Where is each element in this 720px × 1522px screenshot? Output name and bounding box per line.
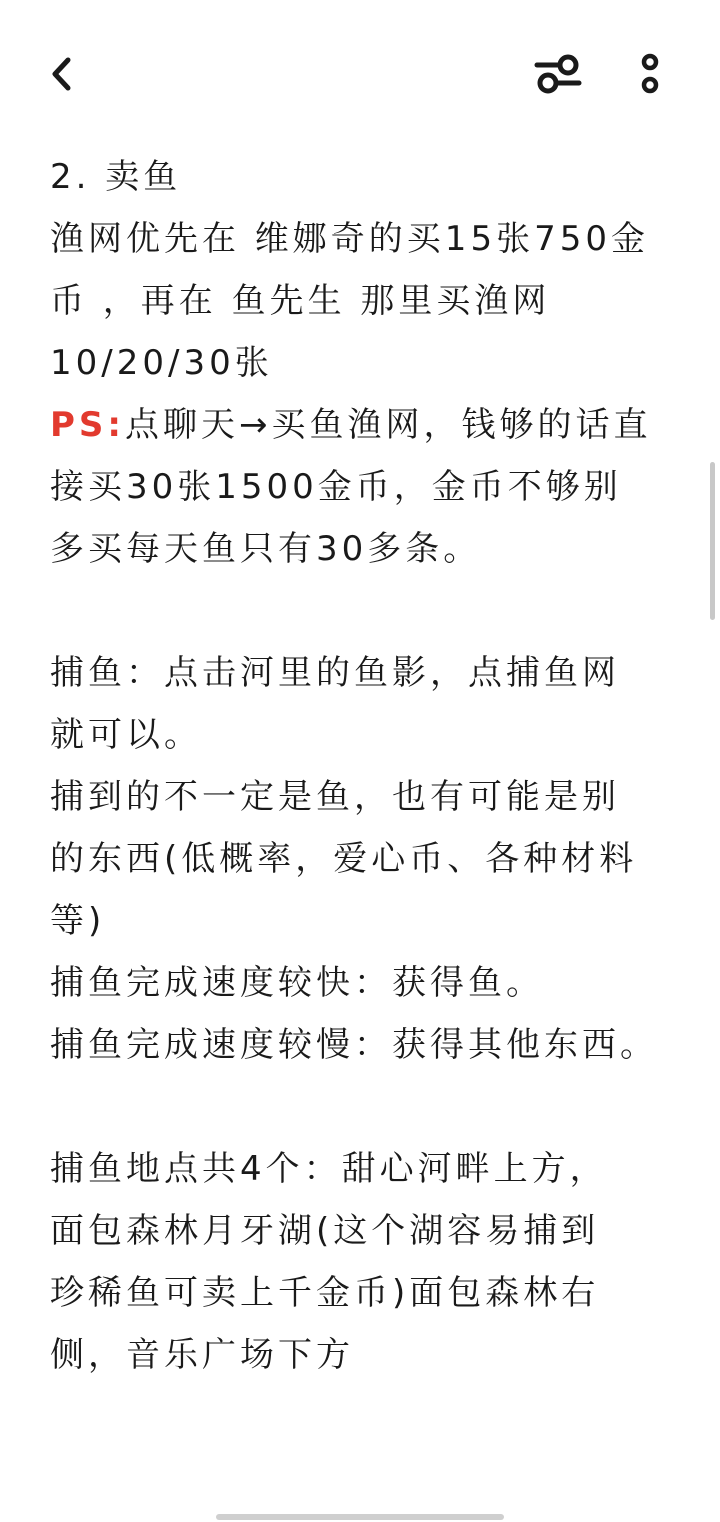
note-line: 点聊天→买鱼渔网，钱够的话直 — [125, 405, 652, 445]
note-line: 捕鱼：点击河里的鱼影，点捕鱼网 — [50, 653, 620, 693]
paragraph-gap — [50, 1076, 680, 1138]
note-line: 捕鱼地点共4个：甜心河畔上方， — [50, 1149, 608, 1189]
note-line: 等) — [50, 901, 106, 941]
note-line: 的东西(低概率，爱心币、各种材料 — [50, 839, 638, 879]
note-line: 捕鱼完成速度较慢：获得其他东西。 — [50, 1025, 658, 1065]
note-line: 就可以。 — [50, 715, 202, 755]
note-line: 渔网优先在 维娜奇的买15张750金 — [50, 219, 649, 259]
note-line: 捕鱼完成速度较快：获得鱼。 — [50, 963, 544, 1003]
top-toolbar — [0, 0, 720, 140]
note-line: 币 ，再在 鱼先生 那里买渔网 — [50, 281, 551, 321]
note-line: 珍稀鱼可卖上千金币)面包森林右 — [50, 1273, 600, 1313]
note-body — [50, 146, 680, 1386]
filter-button[interactable] — [530, 48, 586, 100]
ps-label: PS: — [50, 405, 126, 445]
paragraph-gap — [50, 580, 680, 642]
note-line: 多买每天鱼只有30多条。 — [50, 529, 482, 569]
scrollbar-thumb[interactable] — [710, 462, 715, 620]
ps-paragraph — [50, 394, 680, 456]
more-options-button[interactable] — [628, 48, 672, 100]
more-vertical-icon — [638, 51, 662, 97]
sliders-icon — [533, 52, 583, 96]
back-button[interactable] — [38, 50, 86, 98]
note-line: 接买30张1500金币，金币不够别 — [50, 467, 622, 507]
note-heading: 2. 卖鱼 — [50, 157, 182, 197]
note-line: 捕到的不一定是鱼，也有可能是别 — [50, 777, 620, 817]
note-line: 10/20/30张 — [50, 343, 273, 383]
home-indicator[interactable] — [216, 1514, 504, 1520]
chevron-left-icon — [46, 54, 78, 94]
note-line: 侧，音乐广场下方 — [50, 1335, 354, 1375]
note-line: 面包森林月牙湖(这个湖容易捕到 — [50, 1211, 600, 1251]
